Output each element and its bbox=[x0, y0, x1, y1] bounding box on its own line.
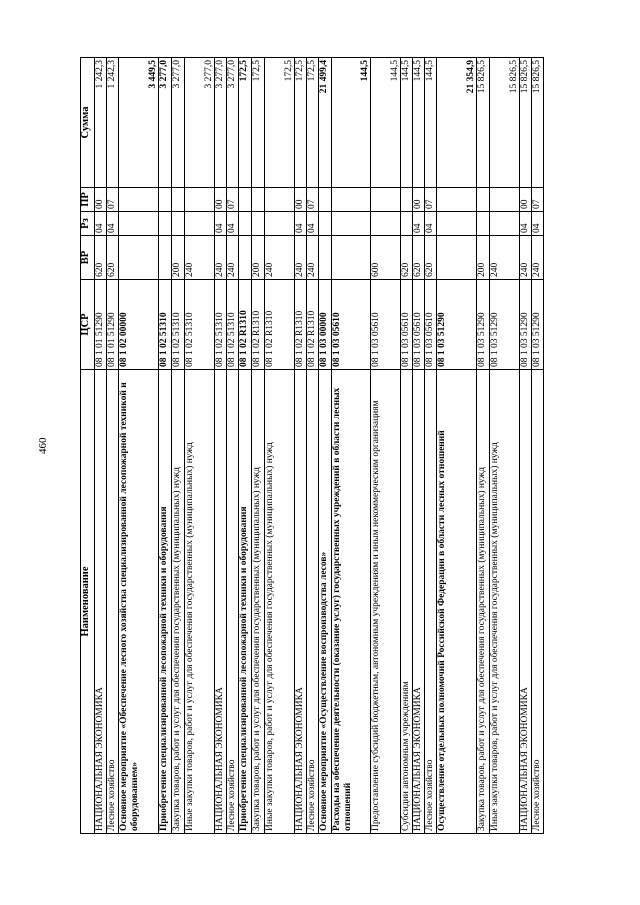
cell-name: Лесное хозяйство bbox=[425, 370, 437, 834]
cell-pr bbox=[401, 188, 413, 212]
table-row bbox=[159, 58, 172, 834]
cell-vr: 240 bbox=[490, 236, 520, 280]
header-pr: ПР bbox=[81, 188, 95, 212]
cell-vr bbox=[119, 236, 159, 280]
cell-rz bbox=[490, 212, 520, 236]
cell-csr: 08 1 02 R1310 bbox=[252, 280, 265, 370]
cell-sum: 172,5 bbox=[307, 58, 319, 188]
cell-pr bbox=[490, 188, 520, 212]
cell-rz: 04 bbox=[413, 212, 425, 236]
cell-csr: 08 1 02 R1310 bbox=[239, 280, 252, 370]
cell-name: Закупка товаров, работ и услуг для обеспечения государственных (муниципальных) нужд bbox=[252, 370, 265, 834]
cell-pr: 00 bbox=[413, 188, 425, 212]
cell-sum: 172,5 bbox=[252, 58, 265, 188]
cell-name: НАЦИОНАЛЬНАЯ ЭКОНОМИКА bbox=[295, 370, 307, 834]
cell-pr bbox=[172, 188, 185, 212]
cell-vr: 600 bbox=[371, 236, 401, 280]
cell-csr: 08 1 03 05610 bbox=[425, 280, 437, 370]
cell-vr: 240 bbox=[265, 236, 295, 280]
cell-sum: 172,5 bbox=[239, 58, 252, 188]
cell-rz: 04 bbox=[107, 212, 119, 236]
cell-rz bbox=[371, 212, 401, 236]
cell-pr bbox=[319, 188, 332, 212]
cell-name: Приобретение специализированной лесопожарной техники и оборудования bbox=[239, 370, 252, 834]
cell-pr bbox=[159, 188, 172, 212]
cell-vr: 620 bbox=[425, 236, 437, 280]
cell-csr: 08 1 03 05610 bbox=[371, 280, 401, 370]
table-row bbox=[185, 58, 215, 834]
cell-pr: 00 bbox=[520, 188, 532, 212]
cell-name: Основное мероприятие «Осуществление воспроизводства лесов» bbox=[319, 370, 332, 834]
page-number: 460 bbox=[37, 437, 49, 454]
table-row bbox=[332, 58, 371, 834]
table-row bbox=[227, 58, 239, 834]
table-row bbox=[490, 58, 520, 834]
cell-csr: 08 1 02 R1310 bbox=[307, 280, 319, 370]
cell-csr: 08 1 03 51290 bbox=[520, 280, 532, 370]
cell-vr: 620 bbox=[95, 236, 107, 280]
cell-sum: 144,5 bbox=[413, 58, 425, 188]
cell-rz: 04 bbox=[532, 212, 544, 236]
cell-sum: 1 242,3 bbox=[95, 58, 107, 188]
table-row bbox=[437, 58, 477, 834]
table-header bbox=[81, 58, 95, 834]
table-row bbox=[215, 58, 227, 834]
cell-csr: 08 1 02 R1310 bbox=[295, 280, 307, 370]
rotated-page bbox=[80, 58, 556, 834]
table-row bbox=[532, 58, 544, 834]
table-body bbox=[95, 58, 544, 834]
budget-table bbox=[80, 57, 544, 834]
cell-rz: 04 bbox=[95, 212, 107, 236]
cell-vr bbox=[239, 236, 252, 280]
table-row bbox=[107, 58, 119, 834]
cell-csr: 08 1 03 00000 bbox=[319, 280, 332, 370]
cell-csr: 08 1 03 05610 bbox=[413, 280, 425, 370]
cell-name: НАЦИОНАЛЬНАЯ ЭКОНОМИКА bbox=[520, 370, 532, 834]
cell-pr bbox=[185, 188, 215, 212]
cell-rz bbox=[252, 212, 265, 236]
cell-csr: 08 1 02 51310 bbox=[227, 280, 239, 370]
cell-sum: 172,5 bbox=[295, 58, 307, 188]
cell-vr: 240 bbox=[307, 236, 319, 280]
cell-vr bbox=[319, 236, 332, 280]
cell-pr: 07 bbox=[307, 188, 319, 212]
cell-pr bbox=[477, 188, 490, 212]
cell-sum: 3 277,0 bbox=[172, 58, 185, 188]
cell-csr: 08 1 02 51310 bbox=[172, 280, 185, 370]
table-row bbox=[295, 58, 307, 834]
cell-csr: 08 1 02 00000 bbox=[119, 280, 159, 370]
cell-vr: 240 bbox=[295, 236, 307, 280]
cell-vr: 200 bbox=[477, 236, 490, 280]
cell-vr: 240 bbox=[185, 236, 215, 280]
table-row bbox=[119, 58, 159, 834]
cell-csr: 08 1 01 51290 bbox=[107, 280, 119, 370]
cell-rz: 04 bbox=[215, 212, 227, 236]
cell-pr bbox=[437, 188, 477, 212]
cell-sum: 144,5 bbox=[401, 58, 413, 188]
table-row bbox=[239, 58, 252, 834]
header-vr: ВР bbox=[81, 236, 95, 280]
cell-sum: 144,5 bbox=[371, 58, 401, 188]
cell-rz bbox=[185, 212, 215, 236]
cell-name: Лесное хозяйство bbox=[307, 370, 319, 834]
cell-rz bbox=[172, 212, 185, 236]
cell-pr: 07 bbox=[532, 188, 544, 212]
cell-name: Иные закупки товаров, работ и услуг для обеспечения государственных (муниципальных) нужд bbox=[490, 370, 520, 834]
cell-csr: 08 1 03 51290 bbox=[437, 280, 477, 370]
cell-csr: 08 1 03 51290 bbox=[490, 280, 520, 370]
cell-sum: 15 826,5 bbox=[490, 58, 520, 188]
cell-csr: 08 1 03 51290 bbox=[477, 280, 490, 370]
cell-csr: 08 1 03 51290 bbox=[532, 280, 544, 370]
cell-rz bbox=[332, 212, 371, 236]
cell-pr: 00 bbox=[295, 188, 307, 212]
table-row bbox=[520, 58, 532, 834]
table-row bbox=[413, 58, 425, 834]
cell-vr: 240 bbox=[532, 236, 544, 280]
cell-csr: 08 1 02 51310 bbox=[159, 280, 172, 370]
cell-vr: 240 bbox=[215, 236, 227, 280]
cell-name: Предоставление субсидий бюджетным, автономным учреждениям и иным некоммерческим организациям bbox=[371, 370, 401, 834]
cell-pr bbox=[371, 188, 401, 212]
cell-rz: 04 bbox=[425, 212, 437, 236]
cell-vr bbox=[159, 236, 172, 280]
cell-vr bbox=[437, 236, 477, 280]
cell-sum: 15 826,5 bbox=[520, 58, 532, 188]
table-row bbox=[425, 58, 437, 834]
cell-pr bbox=[332, 188, 371, 212]
cell-csr: 08 1 02 51310 bbox=[215, 280, 227, 370]
cell-name: Основное мероприятие «Обеспечение лесного хозяйства специализированной лесопожарной техникой и оборудованием» bbox=[119, 370, 159, 834]
cell-rz: 04 bbox=[295, 212, 307, 236]
cell-sum: 21 499,4 bbox=[319, 58, 332, 188]
cell-sum: 144,5 bbox=[332, 58, 371, 188]
cell-sum: 15 826,5 bbox=[477, 58, 490, 188]
cell-sum: 15 826,5 bbox=[532, 58, 544, 188]
cell-name: Расходы на обеспечение деятельности (оказание услуг) государственных учреждений в области лесных отношений bbox=[332, 370, 371, 834]
cell-rz bbox=[401, 212, 413, 236]
cell-csr: 08 1 03 05610 bbox=[332, 280, 371, 370]
table-row bbox=[477, 58, 490, 834]
cell-name: Лесное хозяйство bbox=[227, 370, 239, 834]
cell-sum: 1 242,3 bbox=[107, 58, 119, 188]
cell-vr bbox=[332, 236, 371, 280]
cell-csr: 08 1 01 51290 bbox=[95, 280, 107, 370]
cell-sum: 3 277,0 bbox=[159, 58, 172, 188]
cell-vr: 200 bbox=[252, 236, 265, 280]
table-row bbox=[265, 58, 295, 834]
cell-name: Закупка товаров, работ и услуг для обеспечения государственных (муниципальных) нужд bbox=[172, 370, 185, 834]
cell-sum: 144,5 bbox=[425, 58, 437, 188]
table-row bbox=[252, 58, 265, 834]
table-row bbox=[172, 58, 185, 834]
cell-pr: 07 bbox=[107, 188, 119, 212]
cell-pr bbox=[265, 188, 295, 212]
cell-pr: 00 bbox=[215, 188, 227, 212]
table-row bbox=[401, 58, 413, 834]
cell-vr: 240 bbox=[520, 236, 532, 280]
cell-rz bbox=[119, 212, 159, 236]
cell-name: Субсидии автономным учреждениям bbox=[401, 370, 413, 834]
cell-pr: 07 bbox=[425, 188, 437, 212]
cell-name: Закупка товаров, работ и услуг для обеспечения государственных (муниципальных) нужд bbox=[477, 370, 490, 834]
cell-sum: 172,5 bbox=[265, 58, 295, 188]
cell-vr: 620 bbox=[413, 236, 425, 280]
cell-name: Приобретение специализированной лесопожарной техники и оборудования bbox=[159, 370, 172, 834]
table-row bbox=[95, 58, 107, 834]
cell-rz bbox=[437, 212, 477, 236]
cell-sum: 21 354,9 bbox=[437, 58, 477, 188]
cell-sum: 3 449,5 bbox=[119, 58, 159, 188]
cell-rz: 04 bbox=[520, 212, 532, 236]
cell-vr: 200 bbox=[172, 236, 185, 280]
cell-pr bbox=[119, 188, 159, 212]
cell-pr: 07 bbox=[227, 188, 239, 212]
cell-sum: 3 277,0 bbox=[185, 58, 215, 188]
header-name: Наименование bbox=[81, 370, 95, 834]
cell-rz bbox=[159, 212, 172, 236]
table-row bbox=[319, 58, 332, 834]
cell-pr: 00 bbox=[95, 188, 107, 212]
cell-csr: 08 1 03 05610 bbox=[401, 280, 413, 370]
cell-name: НАЦИОНАЛЬНАЯ ЭКОНОМИКА bbox=[95, 370, 107, 834]
cell-name: Лесное хозяйство bbox=[532, 370, 544, 834]
cell-name: Осуществление отдельных полномочий Российской Федерации в области лесных отношений bbox=[437, 370, 477, 834]
cell-name: НАЦИОНАЛЬНАЯ ЭКОНОМИКА bbox=[413, 370, 425, 834]
cell-sum: 3 277,0 bbox=[227, 58, 239, 188]
header-sum: Сумма bbox=[81, 58, 95, 188]
cell-csr: 08 1 02 R1310 bbox=[265, 280, 295, 370]
cell-rz bbox=[239, 212, 252, 236]
cell-pr bbox=[239, 188, 252, 212]
cell-csr: 08 1 02 51310 bbox=[185, 280, 215, 370]
table-row bbox=[307, 58, 319, 834]
cell-pr bbox=[252, 188, 265, 212]
cell-rz: 04 bbox=[307, 212, 319, 236]
header-csr: ЦСР bbox=[81, 280, 95, 370]
cell-name: Иные закупки товаров, работ и услуг для обеспечения государственных (муниципальных) нужд bbox=[185, 370, 215, 834]
cell-vr: 620 bbox=[401, 236, 413, 280]
header-rz: Рз bbox=[81, 212, 95, 236]
cell-name: Лесное хозяйство bbox=[107, 370, 119, 834]
table-row bbox=[371, 58, 401, 834]
cell-name: НАЦИОНАЛЬНАЯ ЭКОНОМИКА bbox=[215, 370, 227, 834]
cell-rz: 04 bbox=[227, 212, 239, 236]
cell-sum: 3 277,0 bbox=[215, 58, 227, 188]
cell-vr: 240 bbox=[227, 236, 239, 280]
cell-rz bbox=[477, 212, 490, 236]
cell-rz bbox=[319, 212, 332, 236]
cell-rz bbox=[265, 212, 295, 236]
cell-vr: 620 bbox=[107, 236, 119, 280]
cell-name: Иные закупки товаров, работ и услуг для обеспечения государственных (муниципальных) нужд bbox=[265, 370, 295, 834]
